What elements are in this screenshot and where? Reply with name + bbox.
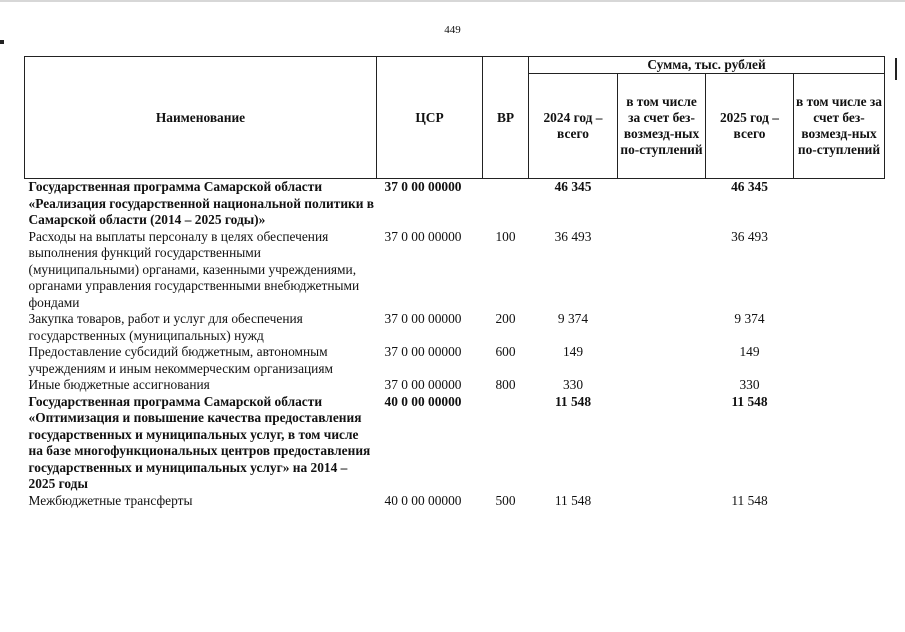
row-name: Иные бюджетные ассигнования <box>28 377 210 393</box>
row-2025-free <box>794 229 885 312</box>
header-csr: ЦСР <box>377 57 483 179</box>
row-vr: 600 <box>495 344 516 360</box>
row-2024-free <box>618 344 706 377</box>
row-2025-total: 36 493 <box>731 228 768 244</box>
row-2024-total: 9 374 <box>557 311 589 327</box>
row-csr: 40 0 00 00000 <box>384 393 462 409</box>
row-name: Предоставление субсидий бюджетным, автономным учреждениям и иным некоммерческим организациям <box>28 344 333 376</box>
table-row <box>25 394 885 493</box>
row-2025-free <box>794 377 885 394</box>
scan-mark <box>895 58 897 80</box>
row-name: Закупка товаров, работ и услуг для обеспечения государственных (муниципальных) нужд <box>28 311 303 343</box>
row-2024-total: 11 548 <box>554 492 592 508</box>
row-2024-total: 330 <box>562 377 584 393</box>
table-row <box>25 311 885 344</box>
row-csr: 37 0 00 00000 <box>384 228 462 244</box>
header-sum-group: Сумма, тыс. рублей <box>529 57 885 74</box>
header-2025-free: в том числе за счет без-возмезд-ных по-ступлений <box>794 74 885 179</box>
row-vr <box>483 394 529 493</box>
row-csr: 37 0 00 00000 <box>384 179 462 195</box>
row-2025-free <box>794 394 885 493</box>
scan-top-edge <box>0 0 905 2</box>
row-2024-total: 36 493 <box>554 228 592 244</box>
row-2025-free <box>794 179 885 229</box>
row-2025-total: 9 374 <box>734 311 765 327</box>
row-vr: 200 <box>495 311 516 327</box>
row-2024-total: 149 <box>562 344 584 360</box>
row-2024-free <box>618 394 706 493</box>
row-csr: 37 0 00 00000 <box>384 377 462 393</box>
row-2024-total: 11 548 <box>554 393 592 409</box>
row-2025-total: 330 <box>739 377 760 393</box>
header-vr: ВР <box>483 57 529 179</box>
row-2025-total: 149 <box>739 344 760 360</box>
row-vr: 100 <box>495 228 516 244</box>
row-2025-total: 11 548 <box>731 393 768 409</box>
page-number: 449 <box>444 24 461 36</box>
row-vr: 800 <box>495 377 516 393</box>
row-2025-free <box>794 493 885 510</box>
row-2024-free <box>618 311 706 344</box>
table-row <box>25 377 885 394</box>
row-2024-free <box>618 179 706 229</box>
header-2024-free: в том числе за счет без-возмезд-ных по-ступлений <box>618 74 706 179</box>
row-2025-free <box>794 311 885 344</box>
row-2024-free <box>618 377 706 394</box>
row-name: Межбюджетные трансферты <box>28 492 193 508</box>
row-2024-free <box>618 229 706 312</box>
table-row <box>25 229 885 312</box>
row-2024-total: 46 345 <box>554 179 592 195</box>
table-row <box>25 179 885 229</box>
row-name: Расходы на выплаты персоналу в целях обеспечения выполнения функций государственными (муниципальными) органами, казенными учреждениями, органами управления государственными внебюджетными фондами <box>28 228 360 310</box>
header-2024-total: 2024 год – всего <box>529 74 618 179</box>
header-2025-total: 2025 год – всего <box>706 74 794 179</box>
row-vr <box>483 179 529 229</box>
row-2025-total: 11 548 <box>731 492 768 508</box>
header-name: Наименование <box>25 57 377 179</box>
row-2025-total: 46 345 <box>731 179 768 195</box>
table-row <box>25 344 885 377</box>
scan-mark <box>0 40 4 44</box>
row-name: Государственная программа Самарской области «Реализация государственной национальной политики в Самарской области (2014 – 2025 годы)» <box>28 179 375 228</box>
row-name: Государственная программа Самарской области «Оптимизация и повышение качества предоставления государственных и муниципальных услуг, в том числе на базе многофункциональных центров предоставления государственных и муниципальных услуг» на 2014 – 2025 годы <box>28 393 371 492</box>
row-2025-free <box>794 344 885 377</box>
row-2024-free <box>618 493 706 510</box>
row-csr: 37 0 00 00000 <box>384 311 462 327</box>
row-csr: 40 0 00 00000 <box>384 492 462 508</box>
row-vr: 500 <box>495 492 516 508</box>
table-row <box>25 493 885 510</box>
budget-table <box>24 56 885 509</box>
row-csr: 37 0 00 00000 <box>384 344 462 360</box>
